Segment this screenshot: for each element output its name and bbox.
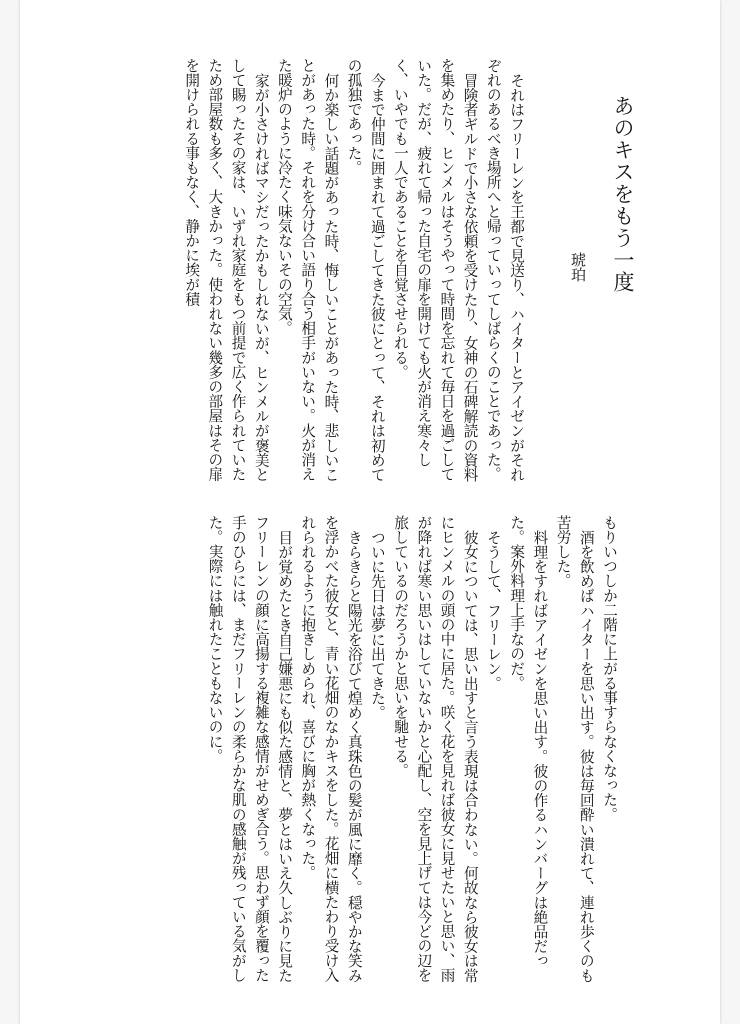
paragraph: きらきらと陽光を浴びて煌めく真珠色の髪が風に靡く。穏やかな笑みを浮かべた彼女と、青い花畑のなかキスをした。花畑に横たわり受け入れられるように抱きしめられ、喜びに胸が熱くなった。 xyxy=(299,515,363,983)
lower-text-block xyxy=(61,515,621,993)
paragraph: 今まで仲間に囲まれて過ごしてきた彼にとって、それは初めての孤独であった。 xyxy=(345,58,386,482)
upper-text-block xyxy=(64,58,528,483)
paragraph: 冒険者ギルドで小さな依頼を受けたり、女神の石碑解読の資料を集めたり、ヒンメルはそうやって時間を忘れて毎日を過ごしていた。だが、疲れて帰った自宅の扉を開けても火が消え寒々しく、いやでも一人であることを自覚させられる。 xyxy=(391,58,479,482)
paragraph: 目が覚めたとき自己嫌悪にも似た感情と、夢とはいえ久しぶりに見たフリーレンの顔に高揚する複雑な感情がせめぎ合う。思わず顔を覆った手のひらには、まだフリーレンの柔らかな肌の感触が残っている気がした。実際には触れたこともないのに。 xyxy=(206,515,294,983)
paragraph: ついに先日は夢に出てきた。 xyxy=(368,529,386,720)
paragraph: 酒を飲めばハイターを思い出す。彼は毎回酔い潰れて、連れ歩くのも苦労した。 xyxy=(554,515,595,983)
paragraph: 料理をすればアイゼンを思い出す。彼の作るハンバーグは絶品だった。案外料理上手なのだ。 xyxy=(508,515,549,968)
novel-page xyxy=(20,0,720,1024)
paragraph: 家が小さければマシだったかもしれないが、ヒンメルが褒美として賜ったその家は、いずれ家庭をもつ前提で広く作られていたため部屋数も多く、大きかった。使われない幾多の部屋はその扉を開けられる事もなく、静かに埃が積 xyxy=(183,58,270,482)
paragraph: 彼女については、思い出すと言う表現は合わない。何故なら彼女は常にヒンメルの頭の中に居た。咲く花を見れば彼女に見せたいと思い、雨が降れば寒い思いはしていないかと心配し、空を見上げては今どの辺を旅しているのだろうかと思いを馳せる。 xyxy=(392,515,479,983)
story-title: あのキスをもう一度 xyxy=(611,95,635,293)
author-name: 琥珀 xyxy=(569,252,587,282)
paragraph: そうして、フリーレン。 xyxy=(484,529,502,691)
paragraph: それはフリーレンを王都で見送り、ハイターとアイゼンがそれぞれのあるべき場所へと帰っていってしばらくのことであった。 xyxy=(484,58,525,482)
paragraph: もりいつしか二階に上がる事すらなくなった。 xyxy=(601,515,618,822)
paragraph: 何か楽しい話題があった時、悔しいことがあった時、悲しいことがあった時。それを分け合い語り合う相手がいない。火が消えた暖炉のように冷たく味気ないその空気。 xyxy=(275,58,340,482)
